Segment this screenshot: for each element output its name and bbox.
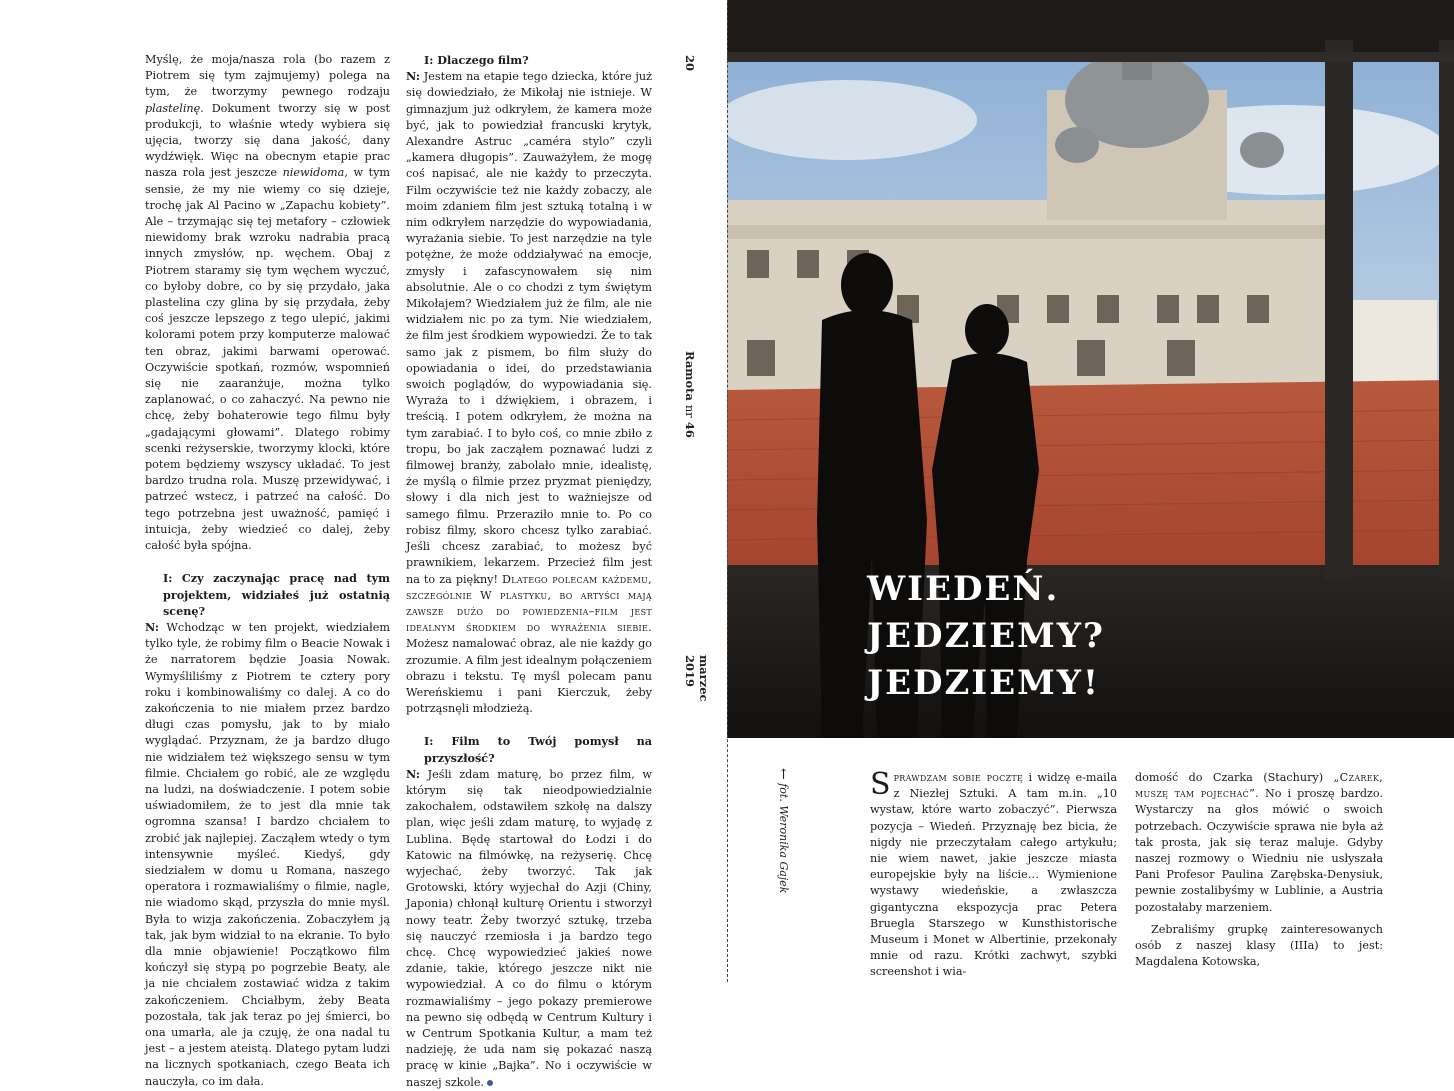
headline-line-3: JEDZIEMY! xyxy=(867,663,1100,703)
interview-question: I: Film to Twój pomysł na przyszłość? xyxy=(424,734,652,765)
photo-credit xyxy=(775,768,791,898)
paragraph: Zebraliśmy grupkę zainteresowanych osób z naszej klasy (IIIa) to jest: Magdalena Kotowska, xyxy=(1135,922,1383,969)
article-column-2 xyxy=(1135,770,1383,970)
text-run: Możesz namalować obraz, ale nie każdy go zrozumie. A film jest idealnym połączeniem obrazu i tekstu. Tę myśl polecam panu Wereńskiemu i pani Kierczuk, żeby potrząsnęli młodzieżą. xyxy=(406,637,653,716)
emphasis: niewidoma xyxy=(282,166,345,180)
folio xyxy=(683,55,711,725)
speaker-label: N: xyxy=(406,69,420,84)
interview-answer xyxy=(145,619,390,1090)
interview-column-2 xyxy=(406,52,652,1091)
page-number: 20 xyxy=(683,55,697,72)
interview-question: I: Dlaczego film? xyxy=(424,53,529,67)
paragraph xyxy=(1135,770,1383,916)
text-run: . Dokument tworzy się w post produkcji, to właśnie wtedy wybiera się ujęcia, tworzy się dana jakość, dany wydźwięk. Więc na obecnym etapie prac nasza rola jest jeszcze xyxy=(145,101,390,180)
text-run: , w tym sensie, że my nie wiemy co się dzieje, trochę jak Al Pacino w „Zapachu kobiety”. Ale – trzymając się tej metafory – człowiek niewidomy brak wzroku nadrabia pracą innych zmysłów, np. węchem. Obaj z Piotrem staramy się tym węchem wyczuć, co byłoby dobre, co by się przydało, jaka plastelina czy glina by się przydała, żeby coś jeszcze lepszego z tego ulepić, jakimi kolorami potem przy komputerze malować ten obraz, jakimi barwami operować. Oczywiście spotkań, rozmów, wspomnień się nie zaaranżuje, można tylko zaplanować, o co zahaczyć. Na pewno nie chcę, żeby bohaterowie tego filmu były „gadającymi głowami”. Dlatego robimy scenki reżyserskie, tworzymy klocki, które potem będziemy wszyscy układać. To jest bardzo trudna rola. Muszę przewidywać, i patrzeć wstecz, i patrzeć na całość. Do tego potrzebna jest uważność, pamięć i intuicja, żeby wiedzieć co dalej, żeby całość była spójna. xyxy=(145,166,391,553)
text-run: domość do Czarka (Stachury) xyxy=(1135,771,1334,784)
credit-text: fot. Weronika Gajek xyxy=(777,783,790,894)
magazine-name: Ramota xyxy=(683,351,697,401)
window-photo xyxy=(727,0,1454,738)
paragraph xyxy=(870,767,1117,981)
issue-number: 46 xyxy=(683,421,697,438)
text-run: Myślę, że moja/nasza rola (bo razem z Piotrem się tym zajmujemy) polega na tym, że tworzymy pewnego rodzaju xyxy=(145,53,390,99)
magazine-issue xyxy=(683,351,697,438)
issue-date: marzec 2019 xyxy=(683,655,711,702)
page-spine-fold xyxy=(727,0,728,982)
article-headline xyxy=(867,566,1105,707)
text-run: Jeśli zdam maturę, bo przez film, w którym się tak nieodpowiedzialnie zakochałem, odstawiłem szkołę na dalszy plan, więc jeśli zdam maturę, to wyjadę z Lublina. Będę startował do Łodzi i do Katowic na filmówkę, na reżyserię. Chcę wyjechać, żeby tworzyć. Tak jak Grotowski, który wyjechał do Azji (Chiny, Japonia) chłonął kulturę Orientu i stworzył nowy teatr. Żeby tworzyć sztukę, trzeba się nauczyć rzemiosła i ja bardzo tego chcę. Chcę wypowiedzieć jakieś nowe zdanie, takie, którego jeszcze nikt nie wypowiedział. A co do filmu o którym rozmawialiśmy – jego pokazy premierowe na pewno się odbędą w Centrum Kultury i w Centrum Spotkania Kultur, a mam też nadzieję, że uda nam się pokazać naszą pracę w kinie „Bajka”. No i oczywiście w naszej szkole. xyxy=(406,767,652,1089)
interview-question: I: Czy zaczynając pracę nad tym projektem, widziałeś już ostatnią scenę? xyxy=(163,571,390,618)
arrow-up-icon: ← xyxy=(775,768,791,780)
drop-cap: S xyxy=(870,767,891,802)
text-run: i widzę e-maila z Niezłej Sztuki. A tam m.in. „10 wystaw, które warto zobaczyć”. Pierwsza pozycja – Wiedeń. Przyznaję bez bicia, że nigdy nie przeczytałam całego artykułu; nie wiem nawet, jakie jeszcze miasta europejskie były na liście… Wymienione wystawy wiedeńskie, a zwłaszcza gigantyczna ekspozycja prac Petera Bruegla Starszego w Kunsthistorische Museum i Monet w Albertinie, przekonały mnie od razu. Krótki zachwyt, szybki screenshot i wia- xyxy=(870,771,1117,979)
text-run: Jestem na etapie tego dziecka, które już się dowiedziało, że Mikołaj nie istnieje. W gimnazjum już odkryłem, że kamera może być, jak to powiedział francuski krytyk, Alexandre Astruc „caméra stylo” czyli „kamera długopis”. Zauważyłem, że mogę coś napisać, ale nie każdy to przeczyta. Film oczywiście też nie każdy zobaczy, ale moim zdaniem film jest sztuką totalną i w nim odkryłem narzędzie do wypowiadania, wyrażania siebie. To jest narzędzie na tyle potężne, że może oddziaływać na emocje, zmysły i zafascynowałem się nim absolutnie. Ale o co chodzi z tym świętym Mikołajem? Wiedziałem już że film, ale nie widziałem nic po za tym. Nie wiedziałem, że film jest środkiem wypowiedzi. Że to tak samo jak z pismem, bo film służy do opowiadania o idei, do przedstawiania swoich poglądów, do wypowiadania się. Wyraża to i dźwiękiem, i obrazem, i treścią. I potem odkryłem, że można na tym zarabiać. I to było coś, co mnie zbiło z tropu, bo jak zacząłem poznawać ludzi z filmowej branży, zabolało mnie, idealistę, że myślą o filmie przez pryzmat pieniędzy, słowy i dla nich jest to ważniejsze od samego filmu. Przeraziło mnie to. Po co robisz filmy, skoro chcesz tylko zarabiać. Jeśli chcesz zarabiać, to możesz być prawnikiem, lekarzem. Przecież film jest na to za piękny! xyxy=(406,70,652,586)
text-run: No i proszę bardzo. Wystarczy na głos mówić o swoich potrzebach. Oczywiście sprawa nie była aż tak prosta, jak się teraz maluje. Gdyby naszej rozmowy o Wiedniu nie usłyszała Pani Profesor Paulina Zarębska-Denysiuk, pewnie zostalibyśmy w Lublinie, a Austria pozostałaby marzeniem. xyxy=(1135,787,1383,914)
speaker-label: N: xyxy=(406,766,420,781)
interview-answer xyxy=(406,68,652,717)
issue-label: nr xyxy=(683,404,697,418)
small-caps-run: Dlatego polecam każdemu, szczególnie W plastyku, bo artyści mają zawsze dużo do powiedzenia–film jest idealnym środkiem do wyrażenia siebie. xyxy=(406,572,652,635)
small-caps-run: „Czarek, muszę tam pojechać”. xyxy=(1135,771,1383,801)
interview-column-1 xyxy=(145,52,390,1090)
speaker-label: N: xyxy=(145,619,159,634)
headline-line-2: JEDZIEMY? xyxy=(867,616,1105,656)
interview-answer xyxy=(406,766,652,1091)
end-of-article-dot-icon xyxy=(487,1080,493,1086)
headline-line-1: WIEDEŃ. xyxy=(867,569,1060,609)
emphasis: plastelinę xyxy=(145,101,201,115)
article-column-1 xyxy=(870,767,1117,981)
lead-in: prawdzam sobie pocztę xyxy=(893,771,1024,784)
paragraph xyxy=(145,52,390,554)
text-run: Wchodząc w ten projekt, wiedziałem tylko tyle, że robimy film o Beacie Nowak i że narratorem będzie Joasia Nowak. Wymyśliliśmy z Piotrem te cztery pory roku i kombinowaliśmy co dalej. A co do zakończenia to nie miałem przez bardzo długi czas pomysłu, jak to by miało wyglądać. Przyznam, że ja bardzo długo nie widziałem też większego sensu w tym filmie. Chciałem go robić, ale ze względu na ludzi, na doświadczenie. I potem sobie uświadomiłem, że to jest dla mnie tak ogromna szansa! I bardzo chciałem to zrobić jak najlepiej. Zacząłem wtedy o tym intensywnie myśleć. Kiedyś, gdy siedziałem w domu u Romana, naszego operatora i rozmawialiśmy o filmie, nagle, nie wiadomo skąd, przyszła do mnie myśl. Była to wizja zakończenia. Zobaczyłem ją tak, jak bym widział to na ekranie. To było dla mnie objawienie! Początkowo film kończył się stypą po pogrzebie Beaty, ale ja nie chciałem zostawiać widza z takim zakończeniem. Chciałbym, żeby Beata pozostała, tak jak teraz po jej śmierci, bo ona umarła, ale ja czuję, że ona nadal tu jest – a jestem ateistą. Dlatego pytam ludzi na licznych spotkaniach, czego Beata ich nauczyła, co im dała. xyxy=(145,620,390,1088)
